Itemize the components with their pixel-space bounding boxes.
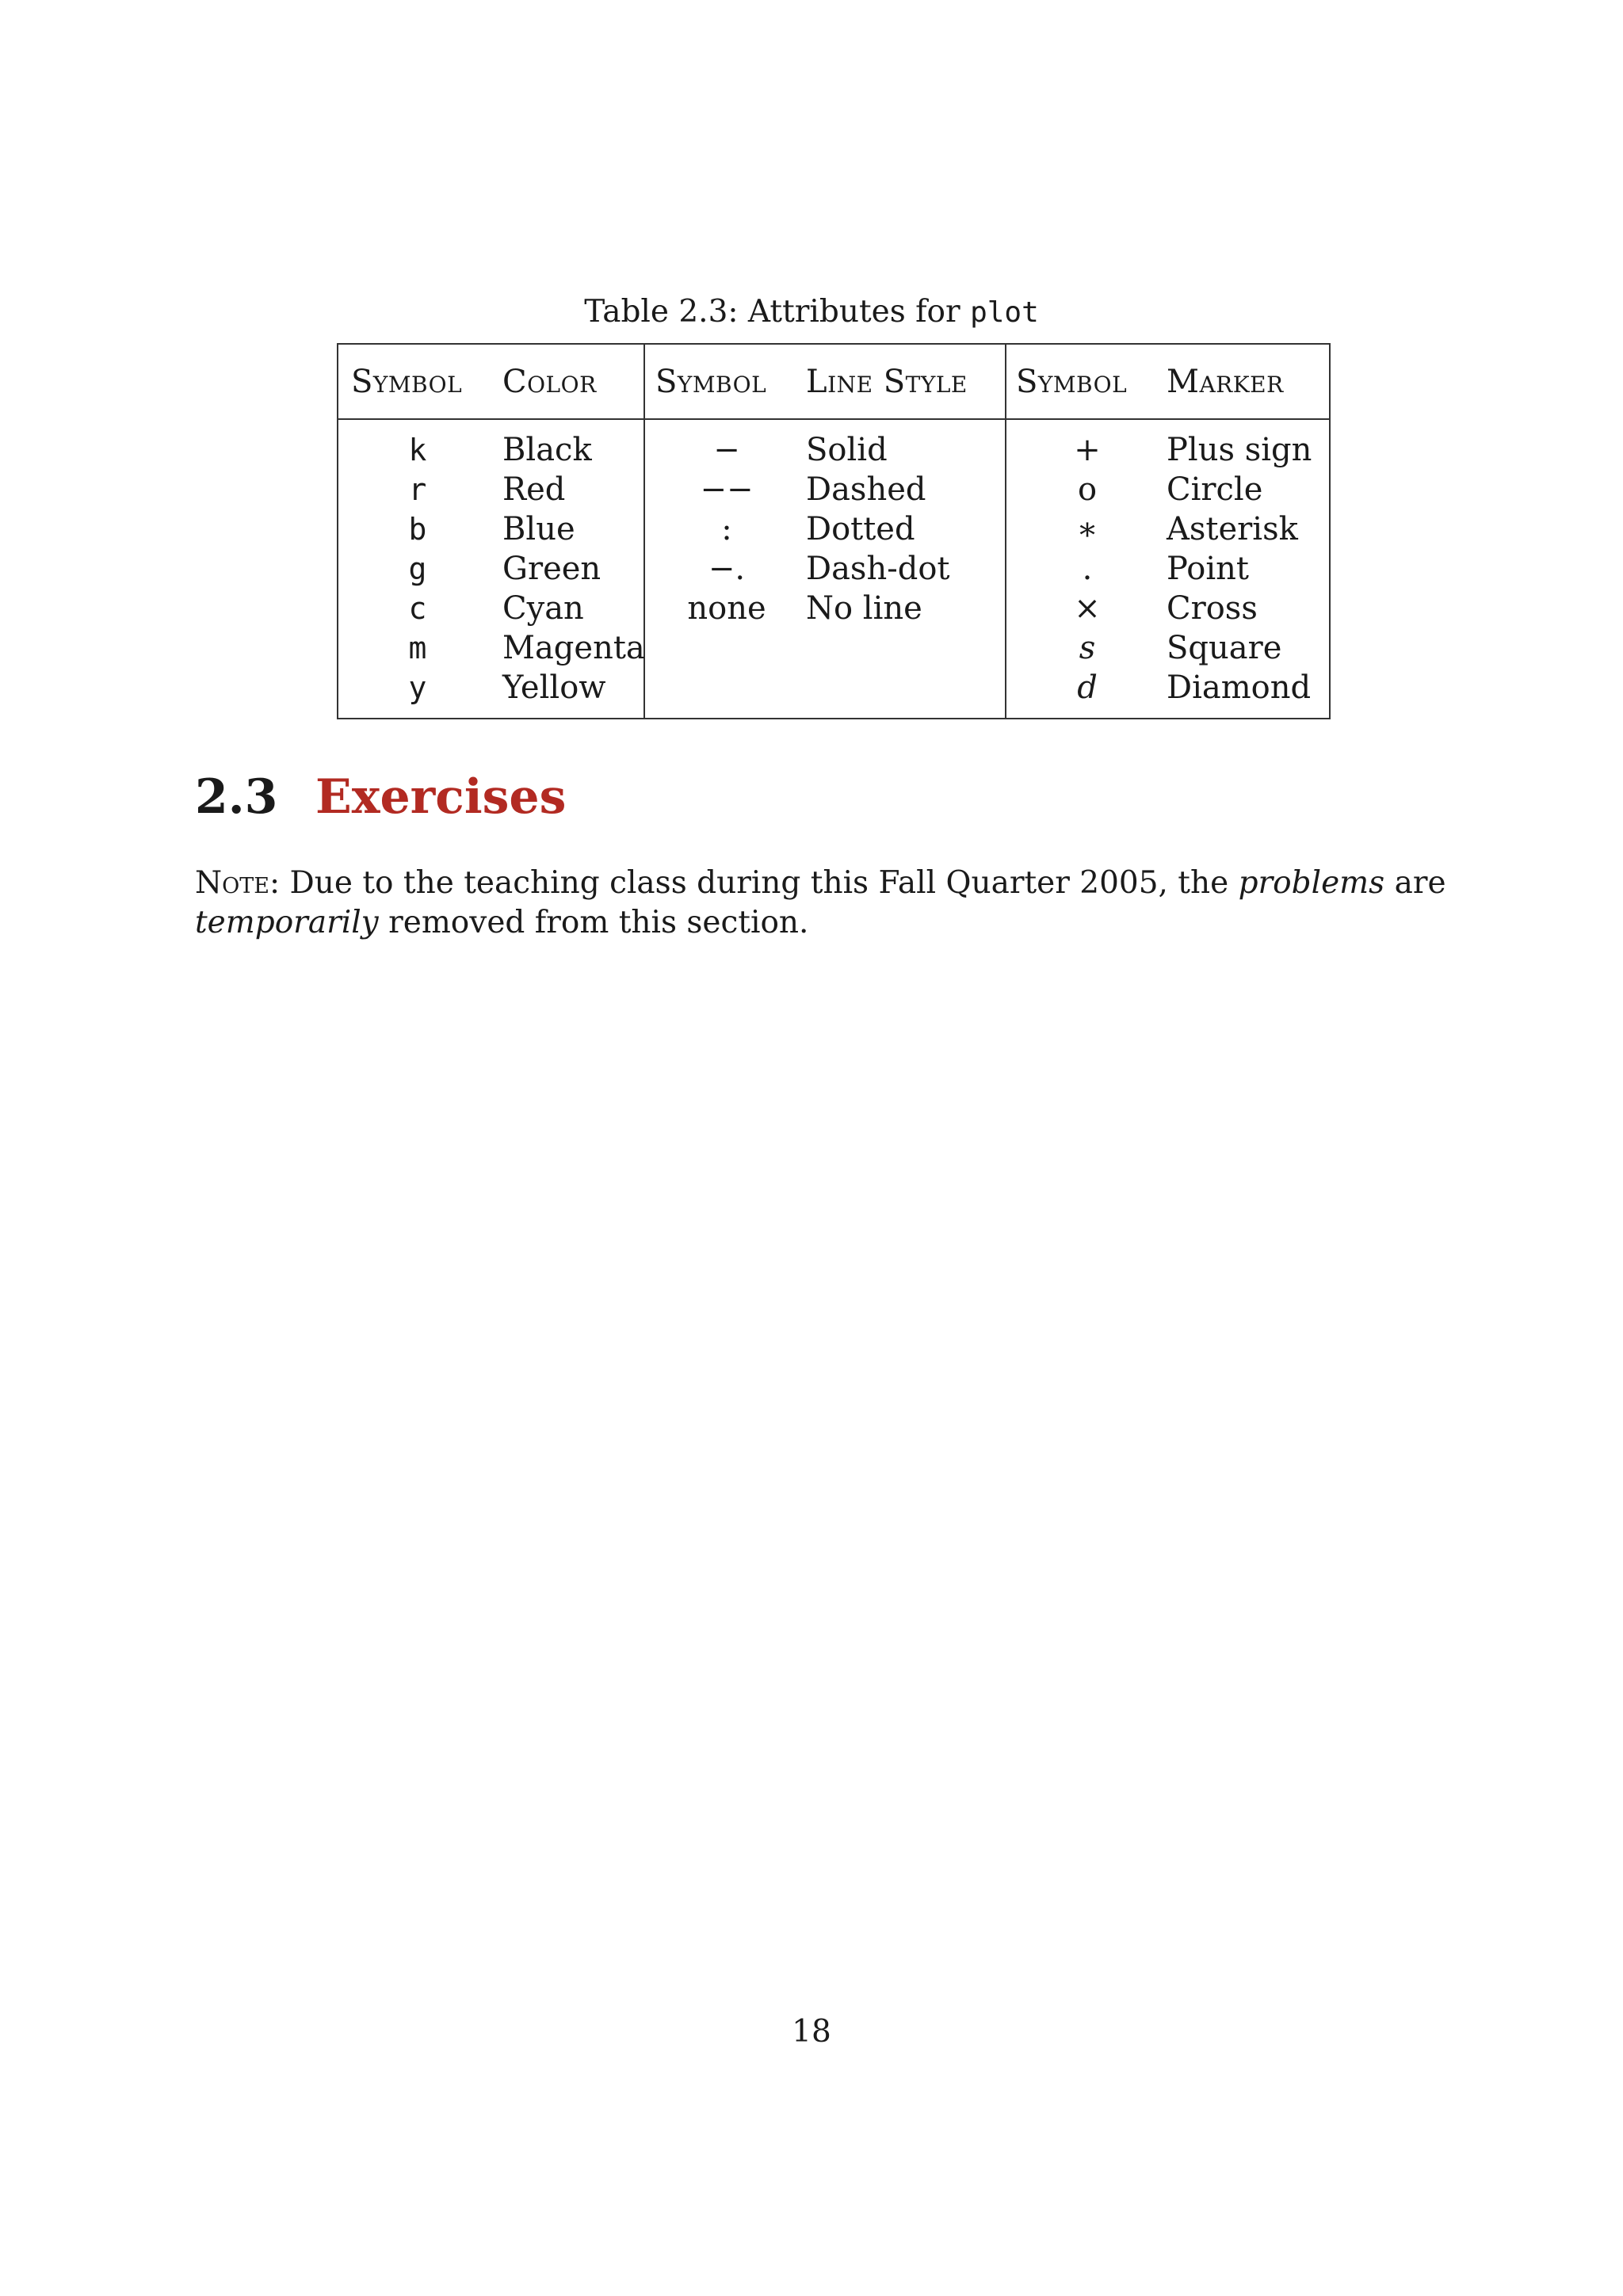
color-symbol: k [408,433,427,467]
color-name: Cyan [502,590,584,627]
paragraph-text: are [1384,865,1446,901]
header-color: Color [502,364,597,400]
marker-name: Point [1167,551,1250,587]
marker-symbol: s [1079,630,1096,666]
linestyle-symbol: −. [708,551,746,587]
table-divider-2 [1005,345,1006,718]
note-label: Note: [195,865,281,901]
color-symbol: c [408,591,427,626]
section-heading [195,765,566,829]
linestyle-name: Dash-dot [806,551,950,587]
header-symbol-linestyle: Symbol [655,364,767,400]
section-title: Exercises [315,769,567,825]
paragraph-text: removed from this section. [378,905,809,940]
marker-symbol: d [1077,669,1098,706]
paragraph-text: Due to the teaching class during this Fall Quarter 2005, the [280,865,1239,901]
marker-symbol: × [1074,590,1101,627]
header-symbol-marker: Symbol [1016,364,1128,400]
marker-name: Plus sign [1167,432,1312,468]
marker-name: Asterisk [1167,511,1298,547]
page-number: 18 [792,2014,831,2050]
table-caption [0,292,1623,334]
table-header-rule [338,418,1329,420]
color-name: Red [502,471,566,508]
note-paragraph [195,864,1479,943]
marker-symbol: + [1074,432,1101,468]
marker-name: Cross [1167,590,1258,627]
color-symbol: r [408,472,427,507]
marker-name: Square [1167,630,1282,666]
linestyle-symbol: none [687,590,766,627]
emphasis-problems: problems [1238,865,1385,901]
caption-code: plot [970,296,1039,329]
header-symbol-color: Symbol [351,364,463,400]
color-name: Green [502,551,601,587]
linestyle-name: Dotted [806,511,915,547]
emphasis-temporarily: temporarily [195,905,379,940]
marker-symbol: o [1077,471,1098,508]
color-symbol: g [408,551,427,586]
linestyle-symbol: −− [700,471,754,508]
color-name: Blue [502,511,575,547]
caption-text: Table 2.3: Attributes for [584,294,971,330]
linestyle-symbol: : [721,511,732,547]
color-name: Black [502,432,592,468]
linestyle-name: Dashed [806,471,926,508]
color-symbol: y [408,670,427,705]
section-number: 2.3 [195,769,278,825]
color-symbol: m [408,631,427,666]
linestyle-symbol: − [713,432,740,468]
attributes-table [337,343,1331,719]
header-line-style: Line Style [806,364,968,400]
linestyle-name: Solid [806,432,888,468]
marker-name: Diamond [1167,669,1312,706]
color-symbol: b [408,512,427,547]
linestyle-name: No line [806,590,922,627]
header-marker: Marker [1167,364,1284,400]
marker-symbol: ∗ [1076,511,1098,547]
color-name: Yellow [502,669,606,706]
marker-symbol: . [1082,551,1093,587]
color-name: Magenta [502,630,645,666]
marker-name: Circle [1167,471,1263,508]
